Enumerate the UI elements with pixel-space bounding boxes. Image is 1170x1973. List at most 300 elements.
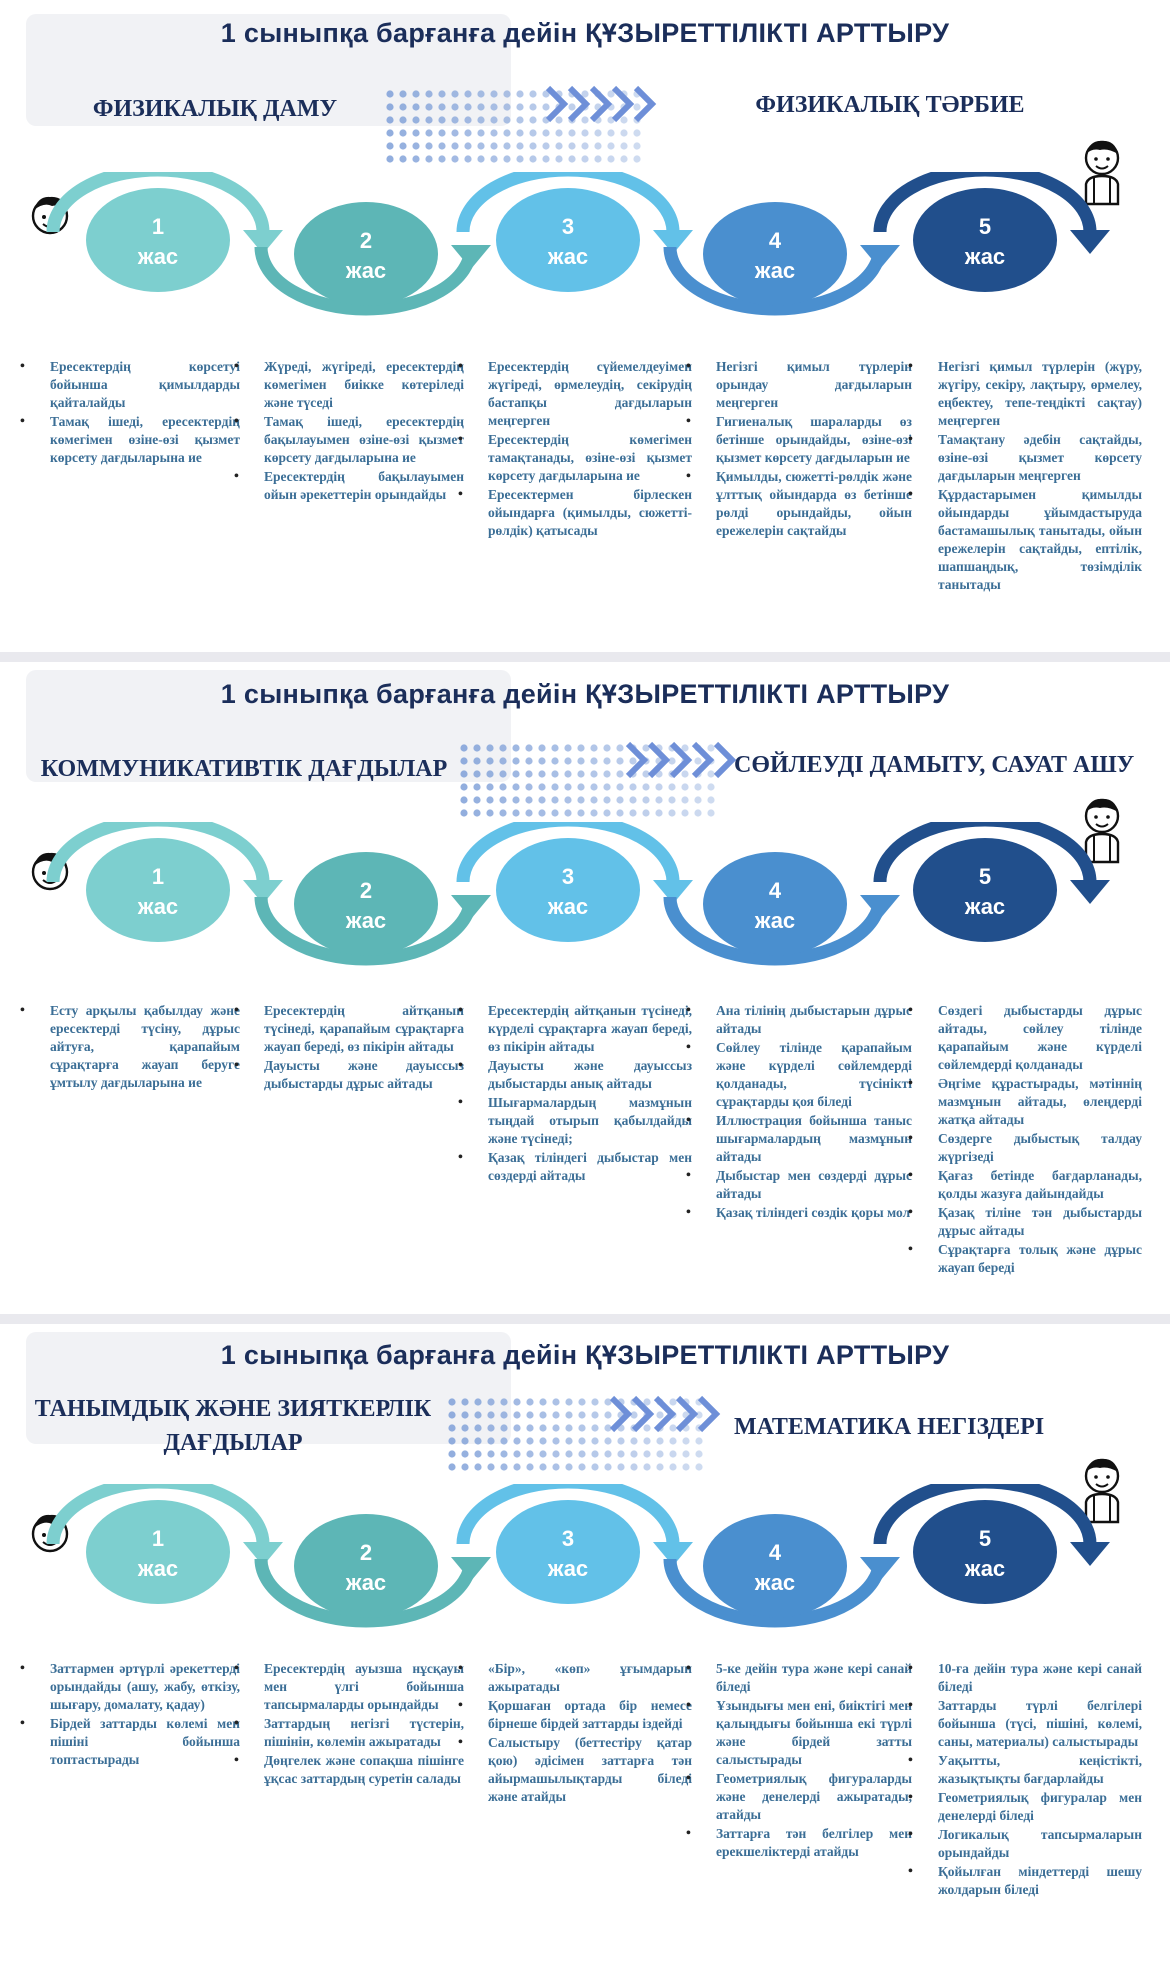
dot (552, 1450, 559, 1457)
age-circle (496, 1500, 640, 1604)
dot (516, 103, 523, 110)
age-unit: жас (137, 244, 179, 269)
dot (525, 770, 532, 777)
dot (477, 116, 484, 123)
dot (604, 1450, 611, 1457)
age-unit: жас (964, 894, 1006, 919)
age-number: 4 (768, 1540, 782, 1565)
dot (474, 1463, 481, 1470)
dot (565, 1450, 572, 1457)
dot (577, 757, 584, 764)
timeline-arrowhead (451, 245, 491, 269)
dot (604, 1437, 611, 1444)
dot (487, 1450, 494, 1457)
age-circle (294, 1514, 438, 1618)
dot (617, 1450, 624, 1457)
dot (603, 796, 610, 803)
age-unit: жас (345, 258, 387, 283)
dot (513, 1424, 520, 1431)
dot (438, 103, 445, 110)
chevron (548, 88, 564, 120)
dot (538, 796, 545, 803)
dot (669, 1437, 676, 1444)
dot (487, 1398, 494, 1405)
skill-item: • Шығармалардың мазмұнын тыңдай отырып қабылдайды және түсінеді; (488, 1094, 692, 1148)
dot (603, 809, 610, 816)
dot (412, 129, 419, 136)
dot (695, 1450, 702, 1457)
dot (578, 1424, 585, 1431)
dot (694, 796, 701, 803)
skill-item: • Логикалық тапсырмаларын орындайды (938, 1826, 1142, 1862)
age-timeline (0, 172, 1170, 342)
panel-physical (0, 0, 1170, 652)
dot (525, 783, 532, 790)
skill-item: • Гигиеналық шараларды өз бетінше орындайды, өзіне-өзі қызмет көрсету дағдыларын ие (716, 413, 912, 467)
dot (581, 142, 588, 149)
age-circle (703, 1514, 847, 1618)
chevron (700, 1398, 716, 1430)
dot (448, 1463, 455, 1470)
age-number: 3 (561, 214, 575, 239)
dot (603, 783, 610, 790)
dot (500, 1424, 507, 1431)
dot (578, 1463, 585, 1470)
age-column-2 (264, 1002, 464, 1094)
dot (539, 1398, 546, 1405)
age-circle (294, 852, 438, 956)
dot (513, 1437, 520, 1444)
age-number: 5 (978, 214, 992, 239)
dot (668, 809, 675, 816)
skill-item: • Сұрақтарға толық және дұрыс жауап береді (938, 1241, 1142, 1277)
dot (577, 796, 584, 803)
dot (399, 103, 406, 110)
dot (617, 1437, 624, 1444)
dot (503, 90, 510, 97)
skill-item: • Ересектердің айтқанын түсінеді, қарапайым сұрақтарға жауап береді, өз пікірін айтады (264, 1002, 464, 1056)
chevrons-right-icon (544, 84, 664, 124)
dot (460, 796, 467, 803)
dot (486, 770, 493, 777)
panel-communication (0, 662, 1170, 1314)
dot (499, 744, 506, 751)
dot (399, 129, 406, 136)
panel-divider (0, 652, 1170, 662)
age-number: 2 (359, 1540, 373, 1565)
dot (643, 1463, 650, 1470)
dot (538, 757, 545, 764)
dot (564, 757, 571, 764)
dot (451, 90, 458, 97)
dot (461, 1463, 468, 1470)
dot (568, 129, 575, 136)
dot (487, 1411, 494, 1418)
dot (451, 129, 458, 136)
age-column-1 (50, 1660, 240, 1770)
timeline-arrowhead (860, 895, 900, 919)
age-timeline (0, 1484, 1170, 1654)
dot (529, 116, 536, 123)
chevron (694, 744, 710, 776)
panel-divider (0, 1314, 1170, 1324)
chevron (636, 88, 652, 120)
dot (399, 90, 406, 97)
chevron (672, 744, 688, 776)
dot (500, 1450, 507, 1457)
skill-item: • Қағаз бетінде бағдарланады, қолды жазуға дайындайды (938, 1167, 1142, 1203)
dot (499, 796, 506, 803)
skill-item: • Әңгіме құрастырады, мәтіннің мазмұнын айтады, өлеңдерді жатқа айтады (938, 1075, 1142, 1129)
skill-item: • 5-ке дейін тура және кері санай біледі (716, 1660, 912, 1696)
dot (451, 103, 458, 110)
dot (512, 757, 519, 764)
skill-item: • Салыстыру (беттестіру қатар қою) әдісімен заттарға тән айырмашылықтарды біледі және атайды (488, 1734, 692, 1806)
dot (474, 1411, 481, 1418)
chevrons-right-icon (608, 1394, 728, 1434)
dot (565, 1398, 572, 1405)
age-circle (496, 838, 640, 942)
dot (525, 757, 532, 764)
dot (655, 809, 662, 816)
timeline-arrowhead (1070, 230, 1110, 254)
dot (629, 809, 636, 816)
dot (464, 129, 471, 136)
age-unit: жас (137, 894, 179, 919)
timeline-arrowhead (860, 245, 900, 269)
dot (564, 796, 571, 803)
right-heading: СӨЙЛЕУДІ ДАМЫТУ, САУАТ АШУ (734, 752, 1135, 778)
dot (694, 809, 701, 816)
age-column-3 (488, 1002, 692, 1186)
dot (564, 744, 571, 751)
dot (682, 1463, 689, 1470)
skill-item: • Сөйлеу тілінде қарапайым және күрделі сөйлемдерді қолданады, түсінікті сұрақтарды қоя біледі (716, 1039, 912, 1111)
dot (655, 783, 662, 790)
dot (486, 796, 493, 803)
chevron (614, 88, 630, 120)
dot (525, 796, 532, 803)
dot (564, 783, 571, 790)
dot (438, 90, 445, 97)
dot (565, 1437, 572, 1444)
dot (581, 155, 588, 162)
dot (512, 783, 519, 790)
dot (464, 155, 471, 162)
age-unit: жас (754, 908, 796, 933)
dot (460, 783, 467, 790)
dot (591, 1411, 598, 1418)
dot (438, 129, 445, 136)
dot (516, 155, 523, 162)
dot (668, 783, 675, 790)
dot (552, 1424, 559, 1431)
dot (578, 1450, 585, 1457)
dot (425, 116, 432, 123)
dot (707, 796, 714, 803)
dot (590, 783, 597, 790)
dot (512, 744, 519, 751)
dot (448, 1424, 455, 1431)
age-circle (703, 852, 847, 956)
dot (591, 1424, 598, 1431)
age-column-5 (938, 1002, 1142, 1278)
age-circle (86, 1500, 230, 1604)
age-column-1 (50, 1002, 240, 1093)
chevron (716, 744, 732, 776)
age-circle (913, 838, 1057, 942)
skill-item: • Тамақ ішеді, ересектердің көмегімен өзіне-өзі қызмет көрсету дағдыларына ие (50, 413, 240, 467)
dot (594, 155, 601, 162)
dot (607, 142, 614, 149)
skill-item: • Дөңгелек және сопақша пішінге ұқсас заттардың суретін салады (264, 1752, 464, 1788)
dot (577, 783, 584, 790)
skill-item: • Дыбыстар мен сөздерді дұрыс айтады (716, 1167, 912, 1203)
skill-item: • Сөздегі дыбыстарды дұрыс айтады, сөйлеу тілінде қарапайым және күрделі сөйлемдерді қолданады (938, 1002, 1142, 1074)
timeline-arrowhead (451, 895, 491, 919)
dot (486, 744, 493, 751)
dot (590, 809, 597, 816)
age-column-3 (488, 1660, 692, 1807)
dot (474, 1450, 481, 1457)
age-circle (913, 188, 1057, 292)
skill-item: • Дауысты және дауыссыз дыбыстарды анық айтады (488, 1057, 692, 1093)
skill-item: • Қоршаған ортада бір немесе бірнеше бірдей заттарды іздейді (488, 1697, 692, 1733)
dot (643, 1450, 650, 1457)
skill-item: • Негізгі қимыл түрлерін (жүру, жүгіру, секіру, лақтыру, өрмелеу, еңбектеу, тепе-теңдікті сақтау) меңгерген (938, 358, 1142, 430)
skill-item: • Заттардың негізгі түстерін, пішінін, көлемін ажыратады (264, 1715, 464, 1751)
dot (438, 155, 445, 162)
chevron (592, 88, 608, 120)
chevron (656, 1398, 672, 1430)
age-column-4 (716, 1002, 912, 1223)
dot (633, 129, 640, 136)
dot (565, 1411, 572, 1418)
age-number: 2 (359, 878, 373, 903)
dot (643, 1437, 650, 1444)
age-unit: жас (547, 1556, 589, 1581)
dot (490, 142, 497, 149)
skill-item: • Ересектердің айтқанын түсінеді, күрделі сұрақтарға жауап береді, өз пікірін айтады (488, 1002, 692, 1056)
age-unit: жас (345, 1570, 387, 1595)
dot (461, 1450, 468, 1457)
chevron (678, 1398, 694, 1430)
age-unit: жас (345, 908, 387, 933)
left-heading: КОММУНИКАТИВТІК ДАҒДЫЛАР (40, 756, 448, 782)
dot (616, 757, 623, 764)
dot (512, 796, 519, 803)
panel-title: 1 сыныпқа барғанға дейін ҚҰЗЫРЕТТІЛІКТІ АРТТЫРУ (220, 679, 950, 709)
dot (607, 155, 614, 162)
timeline-arrowhead (1070, 880, 1110, 904)
dot (513, 1463, 520, 1470)
dot (386, 116, 393, 123)
dot (656, 1463, 663, 1470)
dot (464, 103, 471, 110)
dot (594, 142, 601, 149)
dot (503, 129, 510, 136)
dot (513, 1398, 520, 1405)
dot (451, 155, 458, 162)
dot (539, 1424, 546, 1431)
dot (412, 116, 419, 123)
skill-item: • Ересектермен бірлескен ойындарға (қимылды, сюжетті-рөлдік) қатысады (488, 486, 692, 540)
age-circle (496, 188, 640, 292)
dot (682, 1450, 689, 1457)
dot (620, 155, 627, 162)
age-column-4 (716, 1660, 912, 1862)
age-number: 1 (151, 1526, 165, 1551)
dot (503, 155, 510, 162)
dot (473, 757, 480, 764)
dot (581, 129, 588, 136)
dot (460, 757, 467, 764)
dot (655, 796, 662, 803)
age-number: 2 (359, 228, 373, 253)
dot (607, 129, 614, 136)
dot (616, 809, 623, 816)
dot (694, 783, 701, 790)
dot (412, 90, 419, 97)
dot (668, 796, 675, 803)
dot (386, 155, 393, 162)
skill-item: • Қазақ тіліне тән дыбыстарды дұрыс айтады (938, 1204, 1142, 1240)
dot (656, 1450, 663, 1457)
skill-item: • Бірдей заттарды көлемі мен пішіні бойынша топтастырады (50, 1715, 240, 1769)
dot (487, 1463, 494, 1470)
chevrons-right-icon (624, 740, 744, 780)
age-column-5 (938, 358, 1142, 595)
dot (630, 1450, 637, 1457)
dot (526, 1450, 533, 1457)
timeline-arrowhead (1070, 1542, 1110, 1566)
dot (474, 1398, 481, 1405)
dot (538, 770, 545, 777)
dot (603, 744, 610, 751)
dot (633, 142, 640, 149)
dot (590, 770, 597, 777)
panel-title: 1 сыныпқа барғанға дейін ҚҰЗЫРЕТТІЛІКТІ АРТТЫРУ (220, 1340, 950, 1370)
age-unit: жас (547, 894, 589, 919)
age-number: 3 (561, 864, 575, 889)
dot (487, 1437, 494, 1444)
age-unit: жас (754, 1570, 796, 1595)
dot (555, 155, 562, 162)
age-circle (86, 838, 230, 942)
dot (386, 103, 393, 110)
dot (633, 155, 640, 162)
dot (451, 142, 458, 149)
skill-item: • Қойылған міндеттерді шешу жолдарын біледі (938, 1863, 1142, 1899)
dot (460, 809, 467, 816)
chevron (650, 744, 666, 776)
dot (590, 796, 597, 803)
dot (591, 1398, 598, 1405)
dot (448, 1437, 455, 1444)
dot (669, 1450, 676, 1457)
dot (425, 129, 432, 136)
dot (499, 770, 506, 777)
dot (500, 1463, 507, 1470)
dot (529, 155, 536, 162)
age-unit: жас (137, 1556, 179, 1581)
dot (616, 770, 623, 777)
dot (438, 116, 445, 123)
dot (681, 783, 688, 790)
skill-item: • Ана тілінің дыбыстарын дұрыс айтады (716, 1002, 912, 1038)
dot (513, 1450, 520, 1457)
dot (590, 744, 597, 751)
dot (526, 1411, 533, 1418)
dot (386, 142, 393, 149)
dot (529, 129, 536, 136)
dot (695, 1463, 702, 1470)
dot (577, 770, 584, 777)
dot (464, 116, 471, 123)
dot (529, 142, 536, 149)
right-heading: ФИЗИКАЛЫҚ ТӘРБИЕ (755, 92, 1025, 118)
dot (490, 155, 497, 162)
age-unit: жас (754, 258, 796, 283)
dot (552, 1411, 559, 1418)
dot (425, 103, 432, 110)
skill-item: • Сөздерге дыбыстық талдау жүргізеді (938, 1130, 1142, 1166)
dot (629, 796, 636, 803)
age-column-5 (938, 1660, 1142, 1900)
dot (552, 1398, 559, 1405)
dot (477, 142, 484, 149)
age-number: 4 (768, 878, 782, 903)
skill-item: • Тамақтану әдебін сақтайды, өзіне-өзі қызмет көрсету дағдыларын меңгерген (938, 431, 1142, 485)
dot (529, 103, 536, 110)
dot (500, 1437, 507, 1444)
dot (620, 129, 627, 136)
dot (542, 129, 549, 136)
dot (451, 116, 458, 123)
dot (486, 757, 493, 764)
chevron (634, 1398, 650, 1430)
dot (555, 129, 562, 136)
dot (425, 155, 432, 162)
dot (525, 744, 532, 751)
age-unit: жас (964, 244, 1006, 269)
dot (616, 744, 623, 751)
dot (642, 809, 649, 816)
dot (486, 809, 493, 816)
dot (516, 129, 523, 136)
dot (538, 783, 545, 790)
dot (490, 103, 497, 110)
dot (591, 1437, 598, 1444)
age-number: 3 (561, 1526, 575, 1551)
dot (591, 1463, 598, 1470)
dot (425, 142, 432, 149)
age-number: 1 (151, 214, 165, 239)
dot (477, 129, 484, 136)
dot (412, 155, 419, 162)
dot (539, 1463, 546, 1470)
dot (399, 155, 406, 162)
chevron (612, 1398, 628, 1430)
dot (529, 90, 536, 97)
age-unit: жас (547, 244, 589, 269)
age-number: 5 (978, 1526, 992, 1551)
age-circle (86, 188, 230, 292)
age-circle (913, 1500, 1057, 1604)
dot (448, 1398, 455, 1405)
dot (577, 744, 584, 751)
left-heading: ТАНЫМДЫҚ ЖӘНЕ ЗИЯТКЕРЛІК ДАҒДЫЛАР (34, 1396, 432, 1456)
